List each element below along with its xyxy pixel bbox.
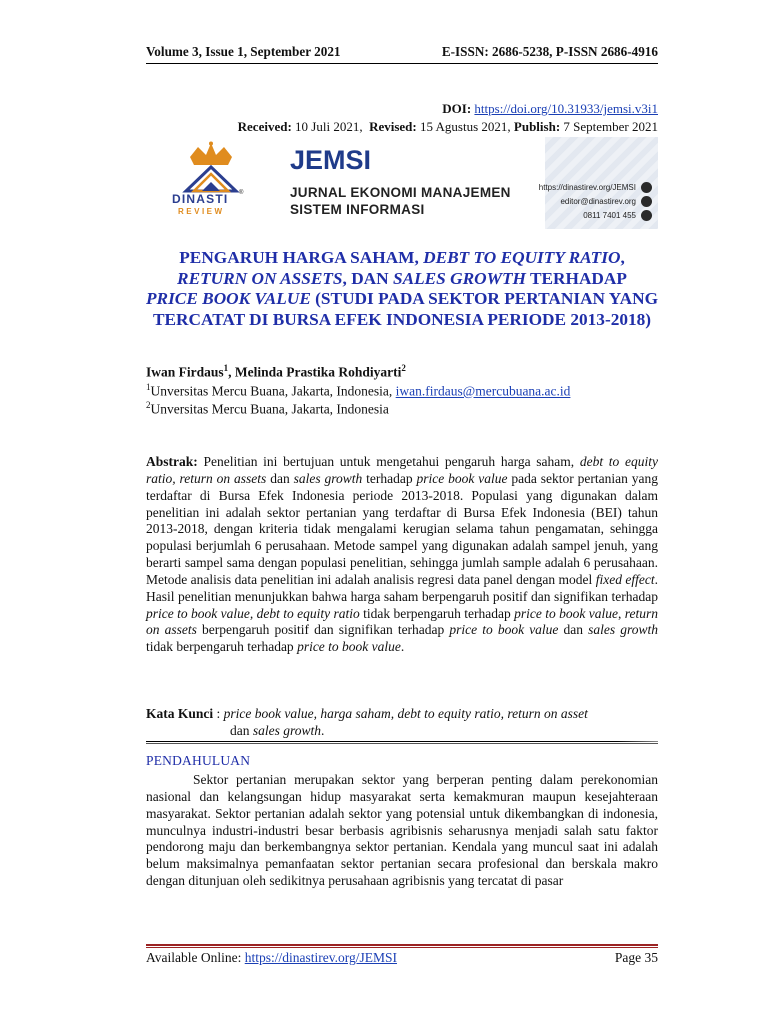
abstract-text: tidak berpengaruh terhadap [359,605,515,621]
abstract-text: sales growth [293,470,363,486]
abstract-text: pada sektor pertanian yang terdaftar di Bursa Efek Indonesia periode 2013-2018. Populasi yang digunakan dalam penelitian ini adalah sektor pertanian yang terdaftar di Bursa Efek Indonesia (BEI) tahun 2013-2018, dengan kriteria tidak mengalami kerugian selama tahun pengamatan, sehingga populasi berjumlah 6 perusahaan. Metode sampel yang digunakan adalah sampel jenuh, yang berarti sampel sama dengan populasi penelitian, sehingga jumlah sample adalah 6 perusahaan. Metode analisis data penelitian ini adalah analisis regresi data panel dengan model [146,470,658,587]
mail-icon [641,196,652,207]
footer-rule [146,947,658,948]
abstract-text: price to book value, debt to equity ratio [146,605,360,621]
author-email-link[interactable]: iwan.firdaus@mercubuana.ac.id [395,383,571,399]
intro-paragraph: Sektor pertanian merupakan sektor yang berperan penting dalam perekonomian nasional dan kelangsungan hidup masyarakat serta kemakmuran maupun kesejahteraan masyarakat. Sektor pertanian adalah sektor yang potensial untuk dikembangkan di indonesia, munculnya industri-industri besar berbasis agribisnis seharusnya menjadi salah satu faktor pendorong maju dan berkembangnya sektor pertanian. Kendala yang muncul saat ini adalah belum maksimalnya pemanfaatan sektor pertanian secara profesional dan berskala makro dengan ditunjuan oleh sedikitnya perusahaan agribisnis yang tercatat di pasar [146,772,658,889]
keywords-text: price book value, harga saham, debt to equity ratio, return on asset [223,706,588,721]
doi-label: DOI: [442,101,472,116]
journal-name-line1: JURNAL EKONOMI MANAJEMEN [290,185,511,200]
keywords [146,706,658,722]
journal-name-line2: SISTEM INFORMASI [290,202,425,217]
abstract-text: debt to equity ratio, return on assets [146,454,658,486]
revised-date: 15 Agustus 2021, [420,119,511,134]
received-label: Received: [237,119,292,134]
abstract-text: terhadap [362,470,417,486]
doi-link[interactable]: https://doi.org/10.31933/jemsi.v3i1 [474,101,658,116]
issn-info: E-ISSN: 2686-5238, P-ISSN 2686-4916 [441,44,658,59]
received-date: 10 Juli 2021, [295,119,363,134]
author-name: Iwan Firdaus [146,364,224,380]
author-sup: 2 [401,363,406,373]
running-header [146,44,658,60]
affiliation-sup: 2 [146,400,151,410]
affiliation-text: Unversitas Mercu Buana, Jakarta, Indonesia, [150,383,396,399]
abstract-text: dan [266,470,294,486]
header-rule [146,63,658,64]
paper-title [146,248,658,330]
author-list [146,363,406,381]
abstract-text: price to book value [449,622,559,638]
contact-web: https://dinastirev.org/JEMSI [538,183,636,192]
publish-label: Publish: [513,119,561,134]
title-text: PRICE BOOK VALUE [146,289,311,309]
revised-label: Revised: [369,119,417,134]
logo-subtext: REVIEW [178,207,225,216]
title-text: DEBT TO EQUITY RATIO [423,248,621,267]
author-sup: 1 [223,363,229,373]
abstract-text: , [618,605,625,621]
contact-phone: 0811 7401 455 [583,211,636,220]
globe-icon [641,182,652,193]
title-text: RETURN ON ASSETS [177,268,343,288]
abstract-label: Abstrak: [146,454,198,469]
keywords-label: Kata Kunci [146,706,214,721]
affiliation-sup: 1 [146,382,151,392]
abstract-text: sales growth [588,622,658,638]
phone-icon [641,210,652,221]
keywords-text: . [321,723,325,738]
journal-banner [150,137,658,229]
section-heading: PENDAHULUAN [146,753,251,768]
title-text: (STUDI PADA SEKTOR PERTANIAN YANG TERCATAT DI BURSA EFEK INDONESIA PERIODE 2013-2018) [152,289,659,329]
doi-line [442,101,658,117]
keywords-continuation [230,723,324,739]
keywords-text: dan [230,723,253,738]
title-text: SALES GROWTH [392,268,526,288]
keywords-separator: : [213,706,224,721]
abstract-text: . [400,639,405,655]
abstract-text: price to book value [514,605,618,621]
section-divider [146,743,658,744]
keywords-text: sales growth [252,723,322,738]
title-text: TERHADAP [525,268,627,288]
logo-text: DINASTI [172,192,229,206]
abstract-text: fixed effect [595,571,655,587]
volume-info: Volume 3, Issue 1, September 2021 [146,44,341,59]
dinasti-logo-icon [176,141,246,193]
section-divider [146,741,658,742]
journal-short-name: JEMSI [290,145,372,175]
contact-email: editor@dinastirev.org [560,197,636,206]
title-text: PENGARUH HARGA SAHAM, [179,248,424,267]
page-number: Page 35 [614,950,658,965]
abstract-text: berpengaruh positif dan signifikan terhadap [196,622,450,638]
abstract [146,454,658,656]
footer-rule [146,944,658,946]
logo-registered: ® [239,190,244,196]
abstract-text: price to book value [297,639,401,655]
publish-date: 7 September 2021 [563,119,658,134]
abstract-text: tidak berpengaruh terhadap [146,639,298,655]
footer-link[interactable]: https://dinastirev.org/JEMSI [244,950,397,965]
dates-line [238,119,658,135]
abstract-text: Penelitian ini bertujuan untuk mengetahui pengaruh harga saham, [197,454,580,469]
abstract-text: . Hasil penelitian menunjukkan bahwa harga saham berpengaruh positif dan signifikan terhadap [146,571,659,604]
title-text: , DAN [342,268,393,288]
author-name: Melinda Prastika Rohdiyarti [234,364,402,380]
affiliation [146,382,570,400]
abstract-text: dan [558,622,589,638]
abstract-text: price book value [416,470,508,486]
author-separator: , [228,364,235,380]
affiliation-text: Unversitas Mercu Buana, Jakarta, Indonesia [150,401,389,417]
footer-label: Available Online: [146,950,245,965]
title-text: , [620,248,625,267]
affiliation [146,400,389,418]
footer-available [146,950,397,966]
abstract-text: return on assets [146,605,659,638]
